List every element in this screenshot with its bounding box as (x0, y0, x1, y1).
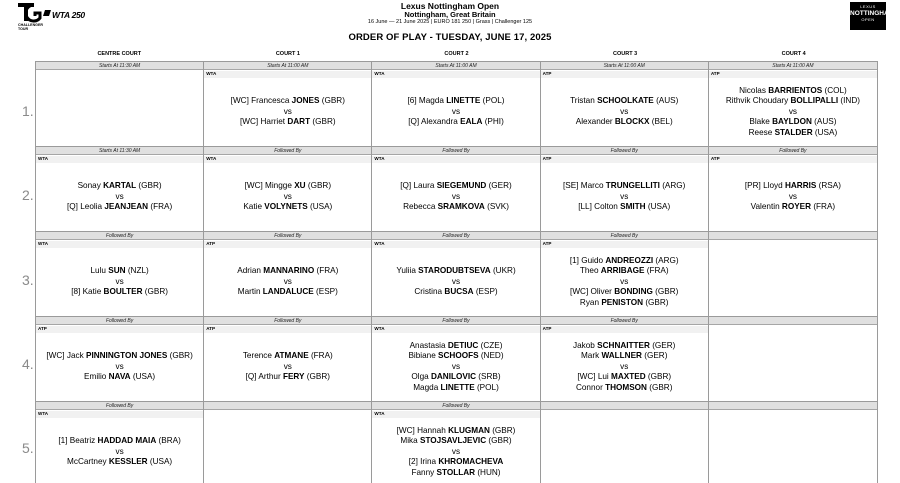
tour-band (204, 156, 371, 163)
match-cell (541, 62, 709, 146)
match-players (372, 333, 539, 401)
tour-badge: ATP (542, 326, 552, 331)
tour-badge: ATP (38, 326, 47, 331)
match-cell (372, 147, 540, 231)
player-name: [Q] Arthur FERY (GBR) (245, 372, 330, 382)
player-name: Fanny STOLLAR (HUN) (411, 467, 501, 477)
tour-band (709, 71, 877, 78)
player-name: Connor THOMSON (GBR) (575, 382, 673, 392)
player-name: Mark WALLNER (GER) (580, 351, 668, 361)
player-name: Nicolas BARRIENTOS (COL) (739, 85, 847, 95)
order-of-play-title: ORDER OF PLAY - TUESDAY, JUNE 17, 2025 (348, 32, 552, 43)
tour-band (36, 241, 203, 248)
versus-label: vs (620, 361, 629, 371)
tour-band (372, 326, 539, 333)
tour-band (204, 411, 371, 418)
tour-badge: ATP (206, 326, 216, 331)
tour-band (372, 241, 539, 248)
player-name: Sonay KARTAL (GBR) (77, 181, 162, 191)
player-name: [WC] Jack PINNINGTON JONES (GBR) (46, 351, 193, 361)
tour-badge: ATP (206, 241, 216, 246)
match-players (709, 333, 877, 401)
match-players (36, 333, 203, 401)
match-players (204, 333, 371, 401)
schedule-row (36, 62, 877, 147)
player-name: [6] Magda LINETTE (POL) (407, 96, 505, 106)
match-start-time: Starts At 11:00 AM (372, 62, 539, 70)
nottingham-label: NOTTINGHAM (850, 10, 895, 17)
tour-badge: WTA (206, 71, 217, 76)
match-cell (204, 232, 372, 316)
player-name: [LL] Colton SMITH (USA) (578, 202, 671, 212)
match-players (541, 78, 708, 146)
tour-badge: WTA (38, 156, 49, 161)
player-name: Emilio NAVA (USA) (84, 372, 156, 382)
row-number: 2. (22, 187, 34, 203)
versus-label: vs (620, 191, 629, 201)
row-number: 5. (22, 440, 34, 456)
player-name: Martin LANDALUCE (ESP) (237, 287, 338, 297)
match-cell (36, 402, 204, 483)
match-cell (709, 147, 877, 231)
tournament-title: Lexus Nottingham Open (400, 1, 500, 11)
player-name: [PR] Lloyd HARRIS (RSA) (744, 181, 841, 191)
tour-badge: WTA (374, 241, 385, 246)
versus-label: vs (788, 191, 797, 201)
versus-label: vs (788, 106, 797, 116)
match-players (541, 333, 708, 401)
match-cell (36, 232, 204, 316)
match-cell (541, 402, 709, 483)
tour-band (36, 326, 203, 333)
match-start-time: Followed By (541, 147, 708, 155)
tour-band (541, 71, 708, 78)
match-start-time (204, 402, 371, 410)
versus-label: vs (283, 361, 292, 371)
match-players (709, 163, 877, 231)
player-name: Blake BAYLDON (AUS) (749, 117, 837, 127)
match-start-time: Starts At 11:30 AM (36, 62, 203, 70)
match-start-time: Followed By (204, 317, 371, 325)
match-players (372, 78, 539, 146)
tour-band (541, 411, 708, 418)
match-players (541, 163, 708, 231)
player-name: Rithvik Choudary BOLLIPALLI (IND) (725, 96, 860, 106)
tour-band (204, 241, 371, 248)
player-name: [Q] Laura SIEGEMUND (GER) (400, 181, 512, 191)
match-cell (36, 317, 204, 401)
tour-band (709, 241, 877, 248)
player-name: McCartney KESSLER (USA) (67, 457, 173, 467)
court-header: COURT 2 (444, 51, 469, 57)
player-name: [WC] Harriet DART (GBR) (240, 117, 336, 127)
tour-badge: ATP (542, 241, 552, 246)
match-players (36, 163, 203, 231)
player-name: Theo ARRIBAGE (FRA) (579, 266, 669, 276)
tour-band (541, 241, 708, 248)
match-players (372, 418, 539, 483)
tour-band (372, 411, 539, 418)
schedule-row (36, 232, 877, 317)
versus-label: vs (451, 106, 461, 116)
court-header: COURT 1 (275, 51, 300, 57)
match-players (372, 163, 539, 231)
schedule-row (36, 317, 877, 402)
match-cell (541, 147, 709, 231)
tour-badge: ATP (542, 71, 552, 76)
match-players (36, 78, 203, 146)
tour-band (541, 326, 708, 333)
player-name: Mika STOJSAVLJEVIC (GBR) (400, 436, 512, 446)
player-name: [8] Katie BOULTER (GBR) (71, 287, 168, 297)
player-name: Reese STALDER (USA) (748, 127, 838, 137)
wta-250-label: WTA 250 (52, 10, 85, 20)
player-name: Magda LINETTE (POL) (413, 382, 499, 392)
tour-band (372, 71, 539, 78)
row-number: 1. (22, 103, 34, 119)
tour-band (36, 71, 203, 78)
row-number: 3. (22, 272, 34, 288)
player-name: Adrian MANNARINO (FRA) (237, 266, 339, 276)
player-name: Bibiane SCHOOFS (NED) (408, 351, 504, 361)
match-start-time: Followed By (36, 317, 203, 325)
challenger-tour-label: CHALLENGER TOUR (18, 23, 43, 31)
player-name: Lulu SUN (NZL) (90, 266, 149, 276)
tournament-details: 16 June — 21 June 2025 | EURO 181 250 | Grass | Challenger 125 (367, 19, 533, 25)
versus-label: vs (620, 106, 629, 116)
player-name: Valentin ROYER (FRA) (750, 202, 836, 212)
match-start-time: Followed By (541, 317, 708, 325)
player-name: [WC] Francesca JONES (GBR) (230, 96, 345, 106)
match-start-time: Starts At 11:00 AM (541, 62, 708, 70)
match-cell (204, 62, 372, 146)
match-start-time: Starts At 11:00 AM (204, 62, 371, 70)
match-cell (372, 317, 540, 401)
player-name: Cristina BUCSA (ESP) (414, 287, 498, 297)
match-players (709, 418, 877, 483)
match-players (36, 248, 203, 316)
tour-badge: ATP (710, 156, 720, 161)
match-players (541, 248, 708, 316)
versus-label: vs (451, 446, 461, 456)
tour-band (709, 156, 877, 163)
match-cell (709, 232, 877, 316)
player-name: [WC] Lui MAXTED (GBR) (577, 372, 672, 382)
player-name: [1] Guido ANDREOZZI (ARG) (569, 255, 679, 265)
tour-badge: WTA (374, 71, 385, 76)
order-of-play-grid (35, 48, 878, 483)
match-cell (709, 317, 877, 401)
match-cell (709, 402, 877, 483)
versus-label: vs (115, 361, 124, 371)
match-start-time (709, 232, 877, 240)
match-start-time: Followed By (709, 147, 877, 155)
tour-band (36, 156, 203, 163)
player-name: Jakob SCHNAITTER (GER) (573, 340, 676, 350)
player-name: [WC] Mingge XU (GBR) (244, 181, 332, 191)
court-header: COURT 3 (613, 51, 638, 57)
match-cell (372, 232, 540, 316)
schedule-row (36, 147, 877, 232)
player-name: [2] Irina KHROMACHEVA (408, 457, 504, 467)
player-name: Olga DANILOVIC (SRB) (411, 372, 501, 382)
match-players (204, 78, 371, 146)
player-name: Rebecca SRAMKOVA (SVK) (403, 202, 509, 212)
match-start-time: Followed By (204, 232, 371, 240)
tour-band (541, 156, 708, 163)
match-cell (204, 317, 372, 401)
player-name: [WC] Hannah KLUGMAN (GBR) (396, 425, 516, 435)
match-start-time: Followed By (204, 147, 371, 155)
tour-badge: ATP (710, 71, 720, 76)
match-players (204, 248, 371, 316)
match-cell (541, 317, 709, 401)
schedule-table (35, 61, 878, 483)
match-players (709, 248, 877, 316)
match-cell (204, 147, 372, 231)
versus-label: vs (283, 106, 292, 116)
versus-label: vs (451, 276, 461, 286)
match-start-time: Followed By (36, 232, 203, 240)
tour-badge: WTA (374, 411, 385, 416)
player-name: Tristan SCHOOLKATE (AUS) (570, 96, 679, 106)
open-label: OPEN (861, 17, 875, 22)
versus-label: vs (115, 276, 124, 286)
versus-label: vs (451, 191, 461, 201)
versus-label: vs (115, 446, 124, 456)
player-name: Alexander BLOCKX (BEL) (575, 117, 673, 127)
versus-label: vs (620, 276, 629, 286)
match-start-time (709, 402, 877, 410)
match-players (204, 418, 371, 483)
tour-badge: WTA (374, 156, 385, 161)
match-start-time: Starts At 11:00 AM (709, 62, 877, 70)
match-players (204, 163, 371, 231)
match-start-time: Starts At 11:30 AM (36, 147, 203, 155)
match-cell (372, 402, 540, 483)
lexus-label: LEXUS (860, 4, 876, 9)
schedule-row (36, 402, 877, 483)
match-start-time: Followed By (541, 232, 708, 240)
match-players (36, 418, 203, 483)
tour-badge: WTA (206, 156, 217, 161)
player-name: Yuliia STARODUBTSEVA (UKR) (396, 266, 516, 276)
versus-label: vs (451, 361, 461, 371)
player-name: [Q] Leolia JEANJEAN (FRA) (67, 202, 173, 212)
match-start-time (541, 402, 708, 410)
match-cell (372, 62, 540, 146)
court-headers (35, 48, 878, 61)
tour-badge: WTA (38, 241, 49, 246)
player-name: [SE] Marco TRUNGELLITI (ARG) (563, 181, 686, 191)
tour-badge: WTA (38, 411, 49, 416)
court-header: CENTRE COURT (97, 51, 142, 57)
match-start-time: Followed By (372, 147, 539, 155)
match-players (709, 78, 877, 146)
match-start-time: Followed By (372, 402, 539, 410)
versus-label: vs (283, 191, 292, 201)
player-name: Anastasia DETIUC (CZE) (409, 340, 503, 350)
tour-band (709, 326, 877, 333)
match-cell (709, 62, 877, 146)
match-cell (541, 232, 709, 316)
match-cell (36, 62, 204, 146)
player-name: Terence ATMANE (FRA) (242, 351, 333, 361)
court-header: COURT 4 (781, 51, 806, 57)
tour-band (204, 326, 371, 333)
tournament-location: Nottingham, Great Britain (404, 10, 496, 19)
player-name: [Q] Alexandra EALA (PHI) (408, 117, 504, 127)
match-start-time: Followed By (372, 317, 539, 325)
player-name: Katie VOLYNETS (USA) (243, 202, 333, 212)
match-cell (204, 402, 372, 483)
tour-band (204, 71, 371, 78)
player-name: [WC] Oliver BONDING (GBR) (570, 287, 679, 297)
match-players (541, 418, 708, 483)
tour-badge: WTA (374, 326, 385, 331)
match-cell (36, 147, 204, 231)
player-name: Ryan PENISTON (GBR) (579, 297, 669, 307)
match-players (372, 248, 539, 316)
versus-label: vs (283, 276, 292, 286)
versus-label: vs (115, 191, 124, 201)
tour-band (36, 411, 203, 418)
player-name: [1] Beatriz HADDAD MAIA (BRA) (58, 436, 181, 446)
tour-band (709, 411, 877, 418)
match-start-time (709, 317, 877, 325)
match-start-time: Followed By (36, 402, 203, 410)
tour-badge: ATP (542, 156, 552, 161)
row-number: 4. (22, 356, 34, 372)
tour-band (372, 156, 539, 163)
match-start-time: Followed By (372, 232, 539, 240)
